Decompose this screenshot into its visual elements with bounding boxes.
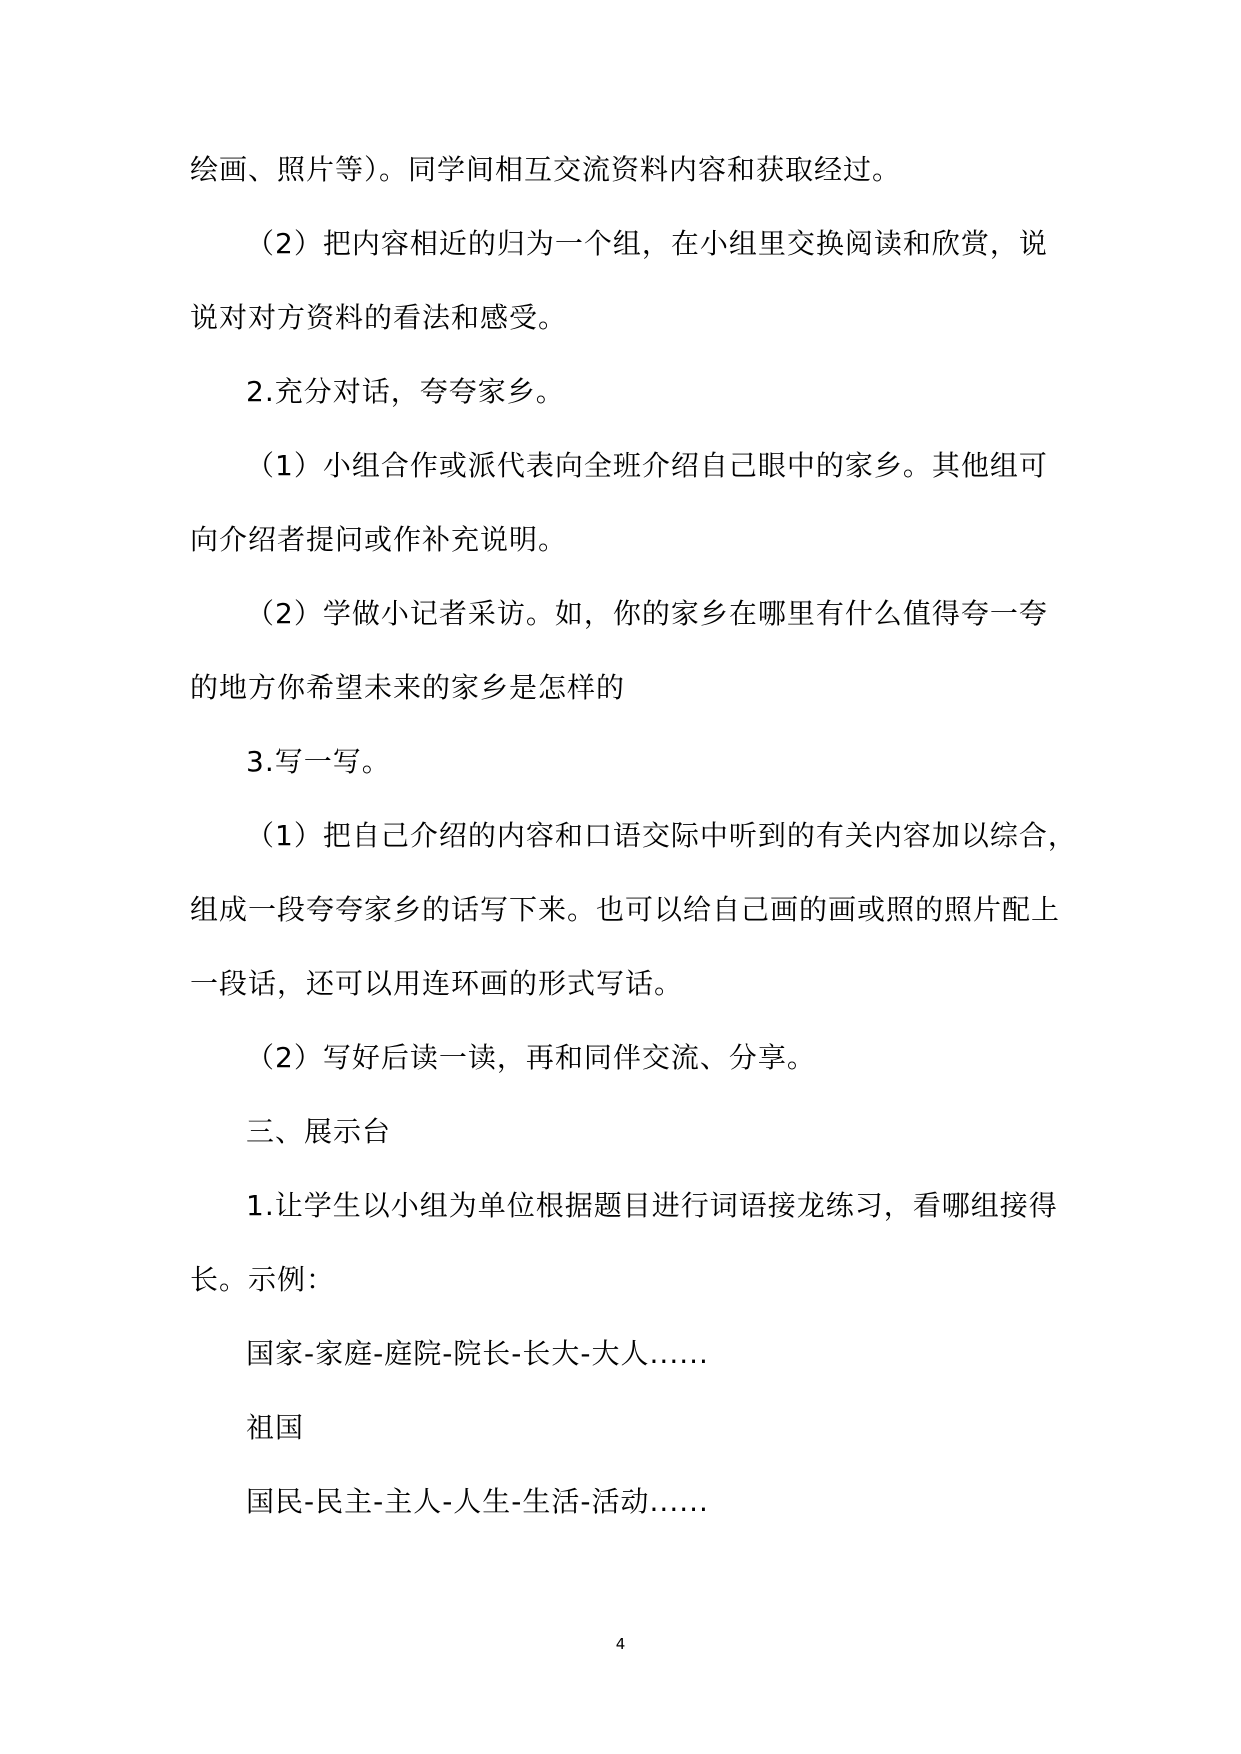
text-line-10: （1）把自己介绍的内容和口语交际中听到的有关内容加以综合， xyxy=(246,819,1077,852)
text-line-9: 3.写一写。 xyxy=(246,745,391,778)
section-heading: 三、展示台 xyxy=(246,1115,392,1148)
example-line-3: 国民-民主-主人-人生-生活-活动...... xyxy=(246,1485,709,1518)
text-line-13: （2）写好后读一读，再和同伴交流、分享。 xyxy=(246,1041,816,1074)
text-line-12: 一段话，还可以用连环画的形式写话。 xyxy=(190,967,684,1000)
text-line-6: 向介绍者提问或作补充说明。 xyxy=(190,523,568,556)
text-line-4: 2.充分对话，夸夸家乡。 xyxy=(246,375,565,408)
text-line-2: （2）把内容相近的归为一个组，在小组里交换阅读和欣赏，说 xyxy=(246,227,1048,260)
example-line-1: 国家-家庭-庭院-院长-长大-大人...... xyxy=(246,1337,709,1370)
text-line-7: （2）学做小记者采访。如，你的家乡在哪里有什么值得夸一夸 xyxy=(246,597,1048,630)
text-line-15: 1.让学生以小组为单位根据题目进行词语接龙练习，看哪组接得 xyxy=(246,1189,1058,1222)
text-line-3: 说对对方资料的看法和感受。 xyxy=(190,301,568,334)
text-line-16: 长。示例： xyxy=(190,1263,336,1296)
text-line-5: （1）小组合作或派代表向全班介绍自己眼中的家乡。其他组可 xyxy=(246,449,1048,482)
text-line-1: 绘画、照片等）。同学间相互交流资料内容和获取经过。 xyxy=(190,153,902,186)
example-line-2: 祖国 xyxy=(246,1411,305,1444)
page-number: 4 xyxy=(615,1635,626,1653)
text-line-8: 的地方你希望未来的家乡是怎样的 xyxy=(190,671,626,704)
text-line-11: 组成一段夸夸家乡的话写下来。也可以给自己画的画或照的照片配上 xyxy=(190,893,1061,926)
